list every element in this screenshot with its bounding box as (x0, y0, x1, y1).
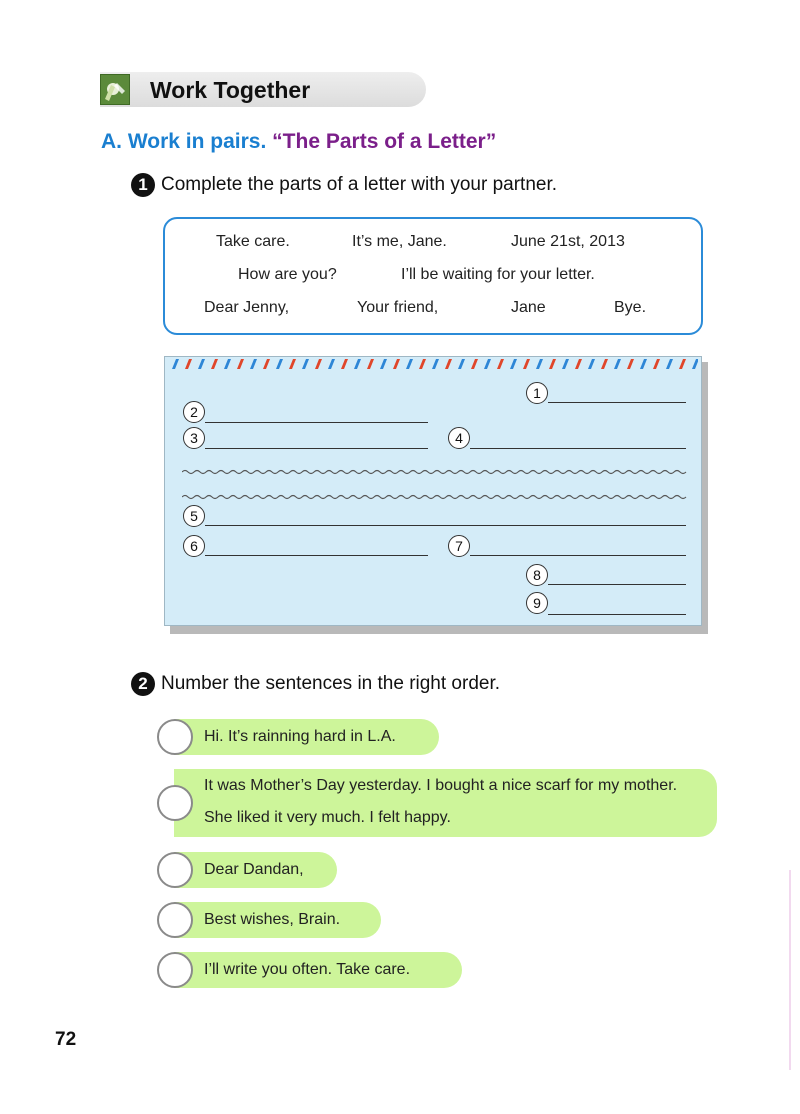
word-bank-item: I’ll be waiting for your letter. (401, 266, 595, 283)
sentence-text: Hi. It’s rainning hard in L.A. (204, 728, 396, 745)
stripe-mark (341, 359, 348, 369)
stripe-mark (419, 359, 426, 369)
order-number-circle[interactable] (157, 785, 193, 821)
stripe-mark (211, 359, 218, 369)
exercise-label: A. Work in pairs. (101, 130, 267, 153)
stripe-mark (263, 359, 270, 369)
word-bank-item: Bye. (614, 299, 647, 316)
answer-line[interactable] (470, 448, 686, 449)
sentence-text: I’ll write you often. Take care. (204, 961, 411, 978)
order-number-circle[interactable] (157, 952, 193, 988)
task-number-badge: 2 (131, 672, 155, 696)
sentence-text: Dear Dandan, (204, 861, 304, 878)
answer-line[interactable] (205, 555, 428, 556)
blank-number: 6 (183, 535, 205, 557)
stripe-mark (432, 359, 439, 369)
stripe-mark (562, 359, 569, 369)
letter-body-wavy-lines (182, 462, 688, 506)
stripe-mark (523, 359, 530, 369)
answer-line[interactable] (548, 402, 686, 403)
airmail-stripe-border (168, 357, 698, 371)
word-bank-item: Jane (511, 299, 546, 316)
blank-number: 7 (448, 535, 470, 557)
answer-line[interactable] (205, 422, 428, 423)
blank-number: 8 (526, 564, 548, 586)
sentence-card (174, 952, 462, 988)
stripe-mark (640, 359, 647, 369)
stripe-mark (224, 359, 231, 369)
pencil-group-icon (100, 74, 130, 105)
task-instruction: Number the sentences in the right order. (161, 673, 501, 694)
blank-number: 1 (526, 382, 548, 404)
stripe-mark (497, 359, 504, 369)
stripe-mark (588, 359, 595, 369)
stripe-mark (471, 359, 478, 369)
order-number-circle[interactable] (157, 902, 193, 938)
blank-number: 4 (448, 427, 470, 449)
page-edge-mark (789, 870, 791, 1070)
stripe-mark (380, 359, 387, 369)
stripe-mark (549, 359, 556, 369)
exercise-title: “The Parts of a Letter” (272, 130, 497, 153)
sentence-text: It was Mother’s Day yesterday. I bought a nice scarf for my mother. (204, 777, 678, 794)
stripe-mark (484, 359, 491, 369)
blank-number: 5 (183, 505, 205, 527)
word-bank-item: Dear Jenny, (204, 299, 290, 316)
stripe-mark (666, 359, 673, 369)
stripe-mark (601, 359, 608, 369)
stripe-mark (575, 359, 582, 369)
stripe-mark (536, 359, 543, 369)
sentence-card (174, 719, 439, 755)
stripe-mark (679, 359, 686, 369)
answer-line[interactable] (205, 525, 686, 526)
order-number-circle[interactable] (157, 852, 193, 888)
word-bank-item: June 21st, 2013 (511, 233, 625, 250)
sentence-text: Best wishes, Brain. (204, 911, 341, 928)
answer-line[interactable] (548, 584, 686, 585)
task-number-badge: 1 (131, 173, 155, 197)
sentence-card (174, 769, 717, 837)
blank-number: 3 (183, 427, 205, 449)
answer-line[interactable] (205, 448, 428, 449)
word-bank-item: Your friend, (357, 299, 439, 316)
section-title: Work Together (150, 77, 311, 103)
stripe-mark (302, 359, 309, 369)
stripe-mark (250, 359, 257, 369)
task-instruction: Complete the parts of a letter with your partner. (161, 174, 558, 195)
exercise-heading (101, 130, 496, 154)
stripe-mark (445, 359, 452, 369)
stripe-mark (692, 359, 698, 369)
blank-number: 2 (183, 401, 205, 423)
answer-line[interactable] (470, 555, 686, 556)
stripe-mark (393, 359, 400, 369)
stripe-mark (458, 359, 465, 369)
answer-line[interactable] (548, 614, 686, 615)
word-bank-item: Take care. (216, 233, 290, 250)
stripe-mark (185, 359, 192, 369)
blank-number: 9 (526, 592, 548, 614)
stripe-mark (276, 359, 283, 369)
order-number-circle[interactable] (157, 719, 193, 755)
stripe-mark (289, 359, 296, 369)
sentence-card (174, 852, 337, 888)
stripe-mark (653, 359, 660, 369)
stripe-mark (367, 359, 374, 369)
stripe-mark (198, 359, 205, 369)
stripe-mark (627, 359, 634, 369)
sentence-card (174, 902, 381, 938)
stripe-mark (172, 359, 179, 369)
stripe-mark (406, 359, 413, 369)
stripe-mark (354, 359, 361, 369)
word-bank-item: How are you? (238, 266, 337, 283)
word-bank-item: It’s me, Jane. (352, 233, 447, 250)
stripe-mark (315, 359, 322, 369)
stripe-mark (328, 359, 335, 369)
stripe-mark (510, 359, 517, 369)
page-number: 72 (55, 1029, 77, 1050)
stripe-mark (614, 359, 621, 369)
stripe-mark (237, 359, 244, 369)
sentence-text: She liked it very much. I felt happy. (204, 809, 451, 826)
